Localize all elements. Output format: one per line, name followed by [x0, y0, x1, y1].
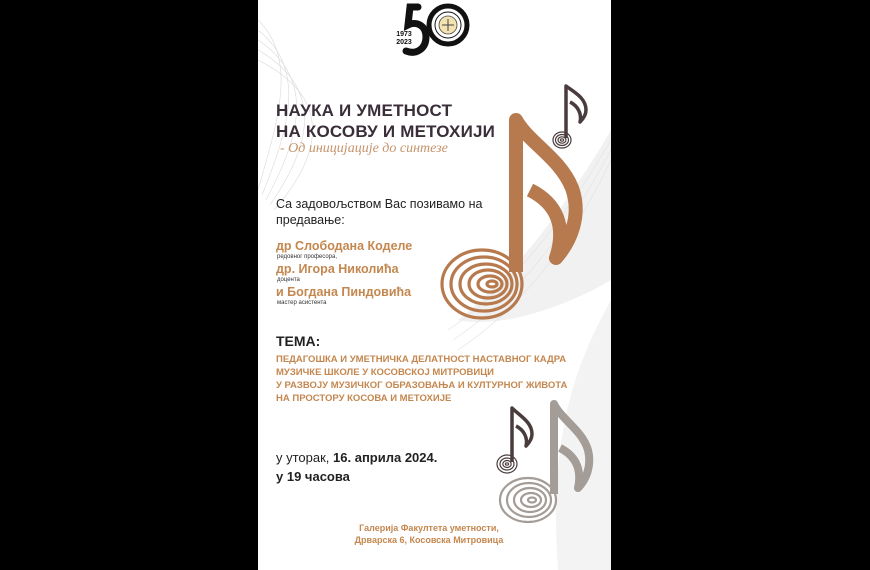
lecturer-1 — [276, 239, 412, 261]
anniversary-logo — [394, 3, 472, 61]
venue-line-1: Галерија Факултета уметности, — [359, 523, 499, 533]
theme-line: У РАЗВОЈУ МУЗИЧКОГ ОБРАЗОВАЊА И КУЛТУРНОГ ЖИВОТА — [276, 380, 568, 391]
lecturer-name: и Богдана Пиндовића — [276, 285, 412, 299]
lecturer-role: редовног професора, — [277, 254, 338, 260]
event-datetime — [276, 448, 506, 486]
venue-line-2: Дрварска 6, Косовска Митровица — [354, 535, 504, 545]
invitation-text: Са задовољством Вас позивамо на предавање: — [276, 197, 483, 227]
event-date: 16. априла 2024. — [333, 450, 438, 465]
theme-label: ТЕМА: — [276, 333, 321, 349]
fingerprint-music-note-icon — [438, 112, 588, 327]
title-line-1: НАУКА И УМЕТНОСТ — [276, 101, 453, 120]
event-venue — [354, 522, 504, 546]
fingerprint-music-note-icon — [496, 398, 596, 526]
theme-line: НА ПРОСТОРУ КОСОВА И МЕТОХИЈЕ — [276, 393, 452, 404]
lecturer-2 — [276, 262, 399, 284]
logo-year-start: 1973 — [396, 31, 412, 38]
lecturer-role: доцента — [277, 277, 300, 283]
lecturer-name: др. Игора Николића — [276, 262, 399, 276]
theme-line: МУЗИЧКЕ ШКОЛЕ У КОСОВСКОЈ МИТРОВИЦИ — [276, 367, 495, 378]
logo-year-end: 2023 — [396, 39, 412, 46]
event-day: у уторак, — [276, 450, 334, 465]
lecturer-name: др Слободана Коделе — [276, 239, 413, 253]
poster-subtitle: - Од иницијације до синтезе — [280, 141, 448, 156]
invitation-poster — [258, 0, 611, 570]
lecturer-role: мастер асистента — [277, 300, 327, 306]
lecturer-3 — [276, 285, 411, 307]
logo-years — [394, 31, 414, 47]
event-time: у 19 часова — [276, 469, 350, 484]
title-line-2: НА КОСОВУ И МЕТОХИЈИ — [276, 122, 496, 141]
theme-line: ПЕДАГОШКА И УМЕТНИЧКА ДЕЛАТНОСТ НАСТАВНОГ КАДРА — [276, 354, 567, 365]
